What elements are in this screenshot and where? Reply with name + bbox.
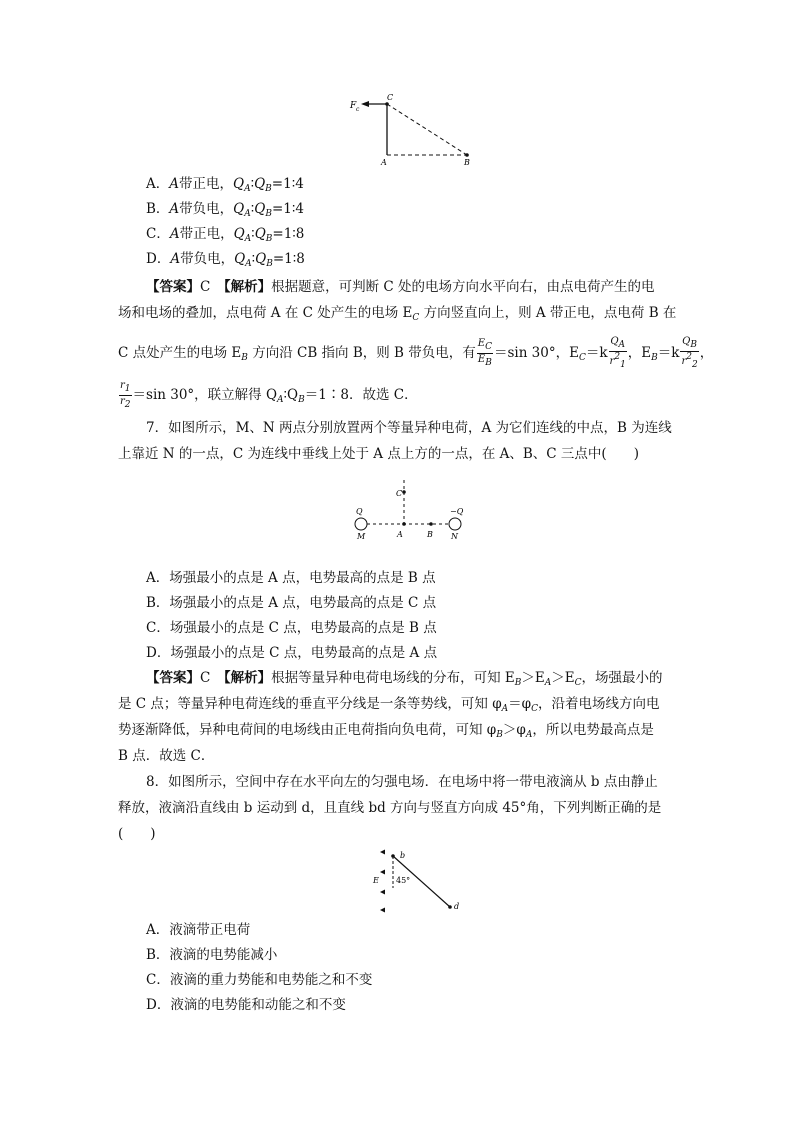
fig7-q2-label: −Q (450, 507, 464, 516)
q7-analysis-line-4: B 点．故选 C． (118, 748, 215, 764)
point-a-label: A (381, 158, 387, 167)
q7-analysis-line-2: 是 C 点；等量异种电荷连线的垂直平分线是一条等势线，可知 $\varphi_A=\varphi_C$，沿着电场线方向电 (118, 696, 660, 714)
q6-analysis-line-3: C 点处产生的电场 $E_B$ 方向沿 CB 指向 B，则 B 带负电，有 $\frac{EC}{EB}$ ＝sin 30°，$E_C=k$ $\frac{QA}{r21}$ ，$E_B=k$ $\frac{QB}{r22}$ ， (118, 336, 714, 370)
fig8-angle-label: 45° (396, 876, 411, 885)
q8-stem-line-3: ( ) (118, 826, 156, 842)
q6-analysis-line-1: 【答案】C 【解析】根据题意，可判断 C 处的电场方向水平向右，由点电荷产生的电 (146, 279, 655, 295)
fig7-b-label: B (427, 530, 433, 539)
q6-analysis-line-4: $\frac{r1}{r2}$ ＝sin 30°，联立解得 $Q_A∶Q_B=1∶8$．故选 C． (120, 380, 418, 410)
fig7-n-label: N (451, 532, 458, 541)
q6-option-b: B．A带负电，$Q_A∶Q_B=1∶4$ (146, 201, 304, 219)
q7-stem-line-2: 上靠近 N 的一点，C 为连线中垂线上处于 A 点上方的一点，在 A、B、C 三点中( ) (118, 446, 639, 462)
fig7-a-label: A (397, 530, 403, 539)
q8-option-c: C．液滴的重力势能和电势能之和不变 (146, 972, 373, 988)
q7-analysis-line-1: 【答案】C 【解析】根据等量异种电荷电场线的分布，可知 $E_B>E_A>E_C$，场强最小的 (146, 670, 663, 688)
q6-option-c: C．A带正电，$Q_A∶Q_B=1∶8$ (146, 226, 305, 244)
q6-figure (345, 92, 480, 170)
q8-figure (370, 848, 465, 914)
q7-option-b: B．场强最小的点是 A 点，电势最高的点是 C 点 (146, 595, 437, 611)
q7-figure (346, 476, 476, 542)
fig7-q1-label: Q (356, 507, 363, 516)
q8-stem-line-2: 释放，液滴沿直线由 b 运动到 d，且直线 bd 方向与竖直方向成 45°角，下列判断正确的是 (118, 800, 662, 816)
q6-option-d: D．A带负电，$Q_A∶Q_B=1∶8$ (146, 251, 305, 269)
force-label: F (350, 101, 357, 111)
q7-stem-line-1: 7．如图所示，M、N 两点分别放置两个等量异种电荷，A 为它们连线的中点，B 为连线 (146, 420, 672, 436)
q7-option-d: D．场强最小的点是 C 点，电势最高的点是 A 点 (146, 645, 438, 661)
q7-option-a: A．场强最小的点是 A 点，电势最高的点是 B 点 (146, 570, 436, 586)
q7-analysis-line-3: 势逐渐降低，异种电荷间的电场线由正电荷指向负电荷，可知 $\varphi_B>\varphi_A$，所以电势最高点是 (118, 722, 654, 740)
q6-analysis-line-2: 场和电场的叠加，点电荷 A 在 C 处产生的电场 $E_C$ 方向竖直向上，则 A 带正电，点电荷 B 在 (118, 305, 677, 323)
q8-stem-line-1: 8．如图所示，空间中存在水平向左的匀强电场．在电场中将一带电液滴从 b 点由静止 (146, 774, 658, 790)
force-sub: c (356, 106, 360, 113)
q6-option-a: A．A带正电，$Q_A∶Q_B=1∶4$ (146, 176, 304, 194)
fig8-d-label: d (454, 902, 460, 911)
point-b-label: B (464, 158, 470, 167)
q8-option-b: B．液滴的电势能减小 (146, 947, 278, 963)
fig8-e-label: E (373, 876, 379, 885)
fig7-c-label: C (396, 489, 403, 498)
q8-option-a: A．液滴带正电荷 (146, 922, 251, 938)
point-c-label: C (387, 93, 394, 102)
fig7-m-label: M (357, 532, 366, 541)
fig8-b-label: b (400, 851, 406, 860)
q7-option-c: C．场强最小的点是 C 点，电势最高的点是 B 点 (146, 620, 437, 636)
q8-option-d: D．液滴的电势能和动能之和不变 (146, 997, 346, 1013)
